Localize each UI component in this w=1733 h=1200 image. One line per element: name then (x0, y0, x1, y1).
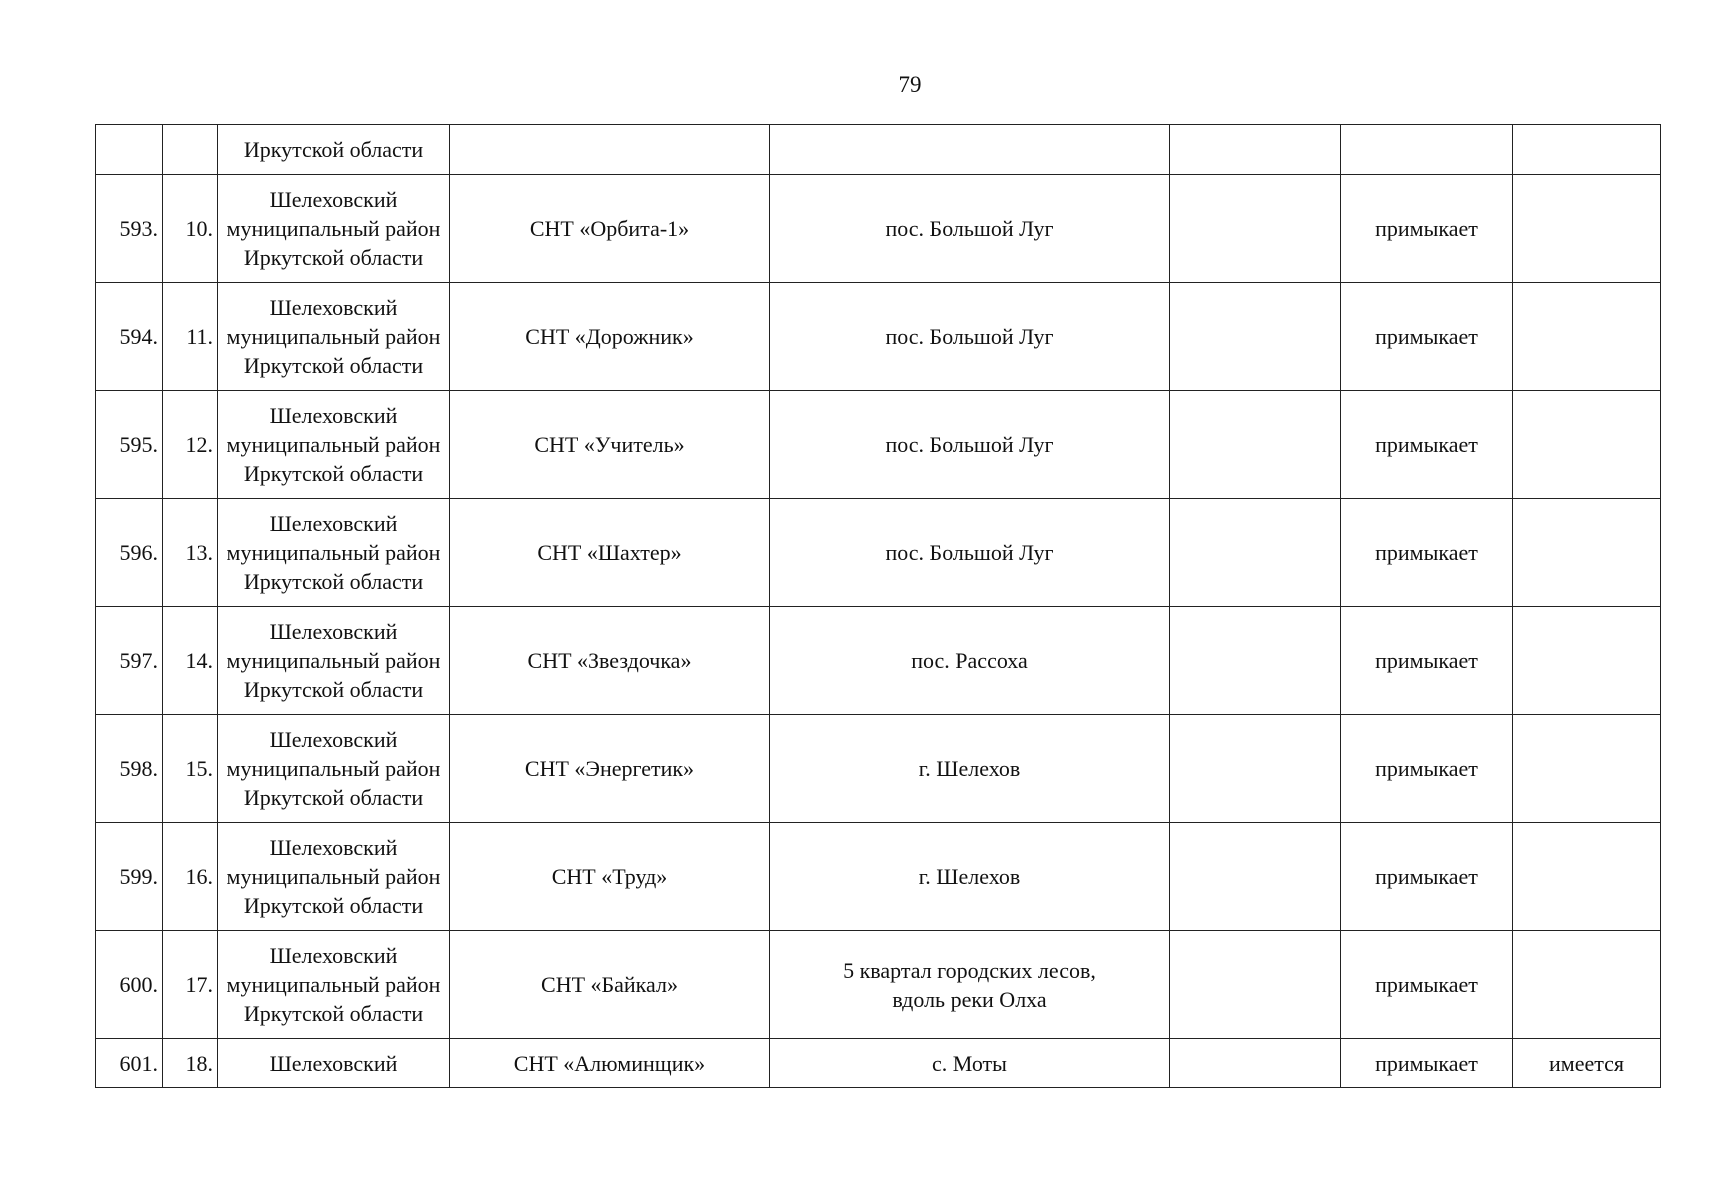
cell-district-line: Шелеховский (269, 619, 398, 644)
cell-col-h (1513, 823, 1661, 931)
cell-col-e (1170, 715, 1341, 823)
cell-district-line: Иркутской области (243, 353, 424, 378)
cell-sub-number: 10. (163, 175, 218, 283)
cell-location-line: пос. Большой Луг (885, 324, 1054, 349)
cell-sub-number: 13. (163, 499, 218, 607)
cell-col-h (1513, 175, 1661, 283)
cell-district-line: Иркутской области (243, 569, 424, 594)
cell-number (96, 125, 163, 175)
cell-name: СНТ «Байкал» (450, 931, 770, 1039)
cell-district (218, 607, 450, 715)
cell-status (1341, 125, 1513, 175)
cell-name: СНТ «Звездочка» (450, 607, 770, 715)
cell-district-line: Шелеховский (269, 295, 398, 320)
table-row (96, 283, 1661, 391)
cell-district-line: муниципальный район (226, 432, 441, 457)
cell-district-line: Шелеховский (269, 835, 398, 860)
cell-number: 599. (96, 823, 163, 931)
page-number: 79 (898, 72, 922, 97)
cell-location (770, 391, 1170, 499)
cell-sub-number: 16. (163, 823, 218, 931)
cell-col-e (1170, 823, 1341, 931)
cell-number: 597. (96, 607, 163, 715)
cell-name: СНТ «Учитель» (450, 391, 770, 499)
table-row (96, 391, 1661, 499)
cell-district-line: Шелеховский (269, 403, 398, 428)
cell-district-line: Иркутской области (243, 461, 424, 486)
cell-location-line: г. Шелехов (918, 756, 1021, 781)
cell-name: СНТ «Орбита-1» (450, 175, 770, 283)
cell-district: Иркутской области (218, 125, 450, 175)
cell-location (770, 715, 1170, 823)
cell-district-line: Иркутской области (243, 1001, 424, 1026)
cell-district-line: муниципальный район (226, 216, 441, 241)
cell-district (218, 283, 450, 391)
cell-sub-number: 15. (163, 715, 218, 823)
cell-location-line: пос. Большой Луг (885, 432, 1054, 457)
table-row (96, 715, 1661, 823)
cell-number: 593. (96, 175, 163, 283)
cell-location (770, 283, 1170, 391)
cell-district-line: Иркутской области (243, 245, 424, 270)
cell-location-line: пос. Большой Луг (885, 216, 1054, 241)
table-row (96, 175, 1661, 283)
table-row (96, 1039, 1661, 1088)
cell-col-h (1513, 283, 1661, 391)
cell-sub-number: 18. (163, 1039, 218, 1088)
cell-status: примыкает (1341, 283, 1513, 391)
cell-district-line: Иркутской области (243, 677, 424, 702)
cell-location-line: пос. Рассоха (911, 648, 1028, 673)
cell-district-line: муниципальный район (226, 540, 441, 565)
settlements-table (95, 124, 1661, 1088)
cell-col-e (1170, 607, 1341, 715)
cell-col-h (1513, 715, 1661, 823)
cell-status: примыкает (1341, 715, 1513, 823)
cell-col-e (1170, 499, 1341, 607)
cell-name (450, 125, 770, 175)
cell-location (770, 931, 1170, 1039)
cell-name: СНТ «Труд» (450, 823, 770, 931)
cell-col-e (1170, 125, 1341, 175)
cell-number: 601. (96, 1039, 163, 1088)
cell-col-h (1513, 391, 1661, 499)
cell-district-line: Шелеховский (269, 187, 398, 212)
cell-location-line: вдоль реки Олха (892, 986, 1047, 1012)
table-row (96, 931, 1661, 1039)
cell-district (218, 715, 450, 823)
cell-district: Шелеховский (218, 1039, 450, 1088)
cell-sub-number: 17. (163, 931, 218, 1039)
cell-district (218, 823, 450, 931)
cell-col-e (1170, 391, 1341, 499)
cell-district-line: муниципальный район (226, 324, 441, 349)
cell-location (770, 175, 1170, 283)
cell-location (770, 607, 1170, 715)
cell-location-line: пос. Большой Луг (885, 540, 1054, 565)
cell-name: СНТ «Дорожник» (450, 283, 770, 391)
cell-location (770, 499, 1170, 607)
cell-sub-number: 12. (163, 391, 218, 499)
cell-sub-number: 11. (163, 283, 218, 391)
table-row (96, 823, 1661, 931)
cell-location (770, 823, 1170, 931)
cell-location-line: г. Шелехов (918, 864, 1021, 889)
cell-col-e (1170, 283, 1341, 391)
cell-number: 598. (96, 715, 163, 823)
cell-col-h: имеется (1513, 1039, 1661, 1088)
cell-col-e (1170, 175, 1341, 283)
cell-district (218, 499, 450, 607)
cell-district-line: Иркутской области (243, 893, 424, 918)
cell-status: примыкает (1341, 931, 1513, 1039)
cell-district-line: Иркутской области (243, 785, 424, 810)
cell-district-line: Шелеховский (269, 727, 398, 752)
cell-location (770, 125, 1170, 175)
cell-district-line: муниципальный район (226, 648, 441, 673)
table-row (96, 499, 1661, 607)
cell-col-e (1170, 1039, 1341, 1088)
cell-status: примыкает (1341, 607, 1513, 715)
cell-district (218, 931, 450, 1039)
cell-name: СНТ «Алюминщик» (450, 1039, 770, 1088)
cell-name: СНТ «Энергетик» (450, 715, 770, 823)
cell-col-h (1513, 499, 1661, 607)
cell-number: 594. (96, 283, 163, 391)
table-row-continuation (96, 125, 1661, 175)
cell-status: примыкает (1341, 499, 1513, 607)
cell-district (218, 391, 450, 499)
table-row (96, 607, 1661, 715)
cell-district (218, 175, 450, 283)
cell-number: 596. (96, 499, 163, 607)
cell-number: 595. (96, 391, 163, 499)
cell-location: с. Моты (770, 1039, 1170, 1088)
cell-col-h (1513, 931, 1661, 1039)
cell-status: примыкает (1341, 823, 1513, 931)
cell-district-line: муниципальный район (226, 864, 441, 889)
cell-status: примыкает (1341, 175, 1513, 283)
cell-sub-number: 14. (163, 607, 218, 715)
cell-district-line: муниципальный район (226, 756, 441, 781)
cell-col-h (1513, 607, 1661, 715)
cell-col-e (1170, 931, 1341, 1039)
cell-status: примыкает (1341, 391, 1513, 499)
cell-district-line: муниципальный район (226, 972, 441, 997)
cell-status: примыкает (1341, 1039, 1513, 1088)
cell-district-line: Шелеховский (269, 511, 398, 536)
cell-district-line: Шелеховский (269, 943, 398, 968)
cell-number: 600. (96, 931, 163, 1039)
cell-location-line: 5 квартал городских лесов, (843, 957, 1096, 983)
cell-col-h (1513, 125, 1661, 175)
cell-sub-number (163, 125, 218, 175)
cell-name: СНТ «Шахтер» (450, 499, 770, 607)
